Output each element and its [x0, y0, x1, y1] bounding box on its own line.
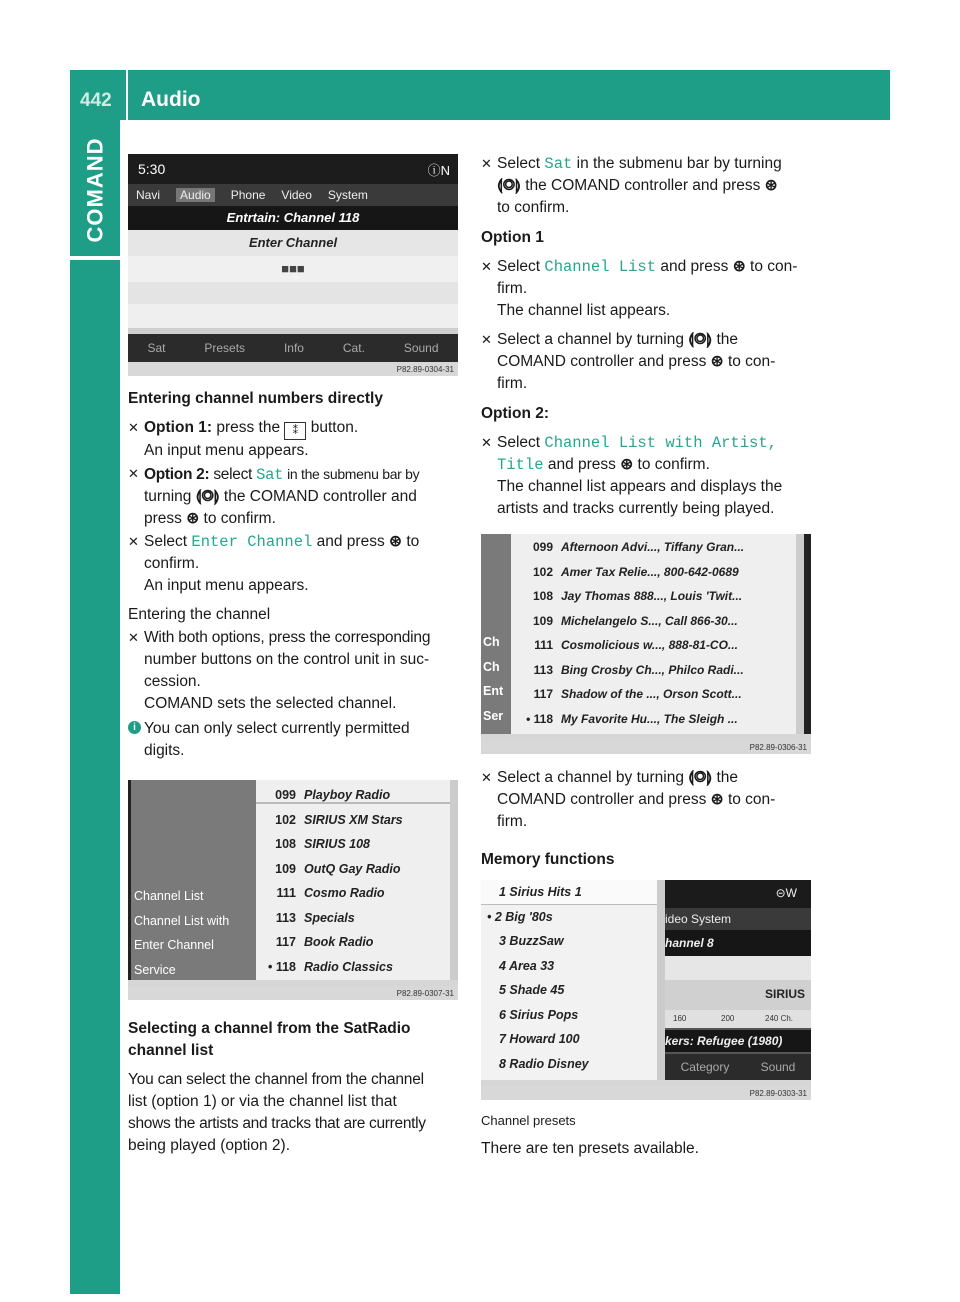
image-code: P82.89-0306-31	[749, 743, 807, 752]
main-menu-bar	[128, 184, 458, 206]
tick-label: 240 Ch.	[765, 1014, 794, 1023]
clock: 5:30	[138, 161, 166, 177]
menu-item[interactable]: System	[327, 188, 368, 202]
controller-press-icon: ⊛	[389, 533, 403, 550]
controller-turn-icon: ⟬◎⟭	[688, 331, 713, 348]
chapter-label: COMAND	[82, 137, 107, 243]
list-item[interactable]	[511, 560, 796, 585]
list-item[interactable]	[511, 584, 796, 609]
menu-item[interactable]: Video	[281, 188, 312, 202]
chapter-tab	[70, 120, 120, 1294]
sirius-logo: SIRIUS	[764, 987, 805, 1001]
menu-item[interactable]: Ser	[483, 708, 504, 723]
screenshot-enter-channel	[128, 154, 458, 376]
controller-press-icon: ⊛	[620, 456, 634, 473]
list-item[interactable]	[256, 881, 450, 906]
header-divider	[126, 70, 128, 120]
list-item[interactable]	[511, 707, 796, 732]
figure-caption: Channel presets	[481, 1113, 576, 1128]
tick-label: 160	[673, 1014, 687, 1023]
list-item[interactable]	[256, 906, 450, 931]
menu-item[interactable]: Service	[134, 962, 176, 977]
list-item[interactable]	[256, 930, 450, 955]
main-menu-bar[interactable]: ideo System	[665, 908, 811, 930]
list-item[interactable]: 4 Area 33	[499, 958, 555, 973]
compass-icon: ⓘN	[427, 163, 450, 178]
number-button-icon: ⁑	[284, 422, 306, 440]
menu-item[interactable]: Ch	[483, 659, 500, 674]
screen-title: Entrtain: Channel 118	[128, 206, 458, 230]
page-number: 442	[80, 90, 112, 111]
status-icon: ⊝W	[775, 886, 797, 900]
list-item[interactable]	[256, 832, 450, 857]
channel-name: Jay Thomas 888..., Louis 'Twit...	[561, 589, 743, 603]
tick-label: 200	[721, 1014, 735, 1023]
channel-number: 108	[532, 589, 553, 603]
channel-number: 109	[275, 861, 296, 876]
list-item[interactable]	[256, 857, 450, 882]
list-item[interactable]: 8 Radio Disney	[499, 1056, 589, 1071]
controller-turn-icon: ⟬◎⟭	[688, 769, 713, 786]
channel-name: Bing Crosby Ch..., Philco Radi...	[561, 662, 744, 677]
page-header	[70, 70, 890, 120]
list-item[interactable]	[256, 783, 450, 808]
left-column: Entering channel numbers directly ✕ Option 1: press the ⁑ button. An input menu appears. ✕ Option 2: select Sat in the submenu bar by turning ⟬◎⟭ the COMAND controller and press ⊛ to confirm. ✕ Select Enter Channel and press ⊛ to confirm. An input menu appears. Entering the channel ✕ With both options, press the corresponding number buttons on the control unit in suc- cession. COMAND sets the selected channel. i You can only select currently permitted digits.	[128, 388, 463, 762]
channel-name: Cosmo Radio	[304, 886, 385, 900]
submenu-presets[interactable]: Presets	[204, 341, 246, 355]
list-item[interactable]	[511, 633, 796, 658]
channel-number: 111	[534, 638, 553, 652]
channel-number: 117	[533, 687, 553, 701]
channel-number: 099	[275, 788, 296, 802]
list-item[interactable]: 1 Sirius Hits 1	[481, 880, 657, 905]
list-item[interactable]: 6 Sirius Pops	[499, 1007, 579, 1022]
controller-turn-icon: ⟬◎⟭	[195, 488, 220, 505]
right-column: ✕ Select Sat in the submenu bar by turning ⟬◎⟭ the COMAND controller and press ⊛ to confirm. Option 1 ✕ Select Channel List and press ⊛ to con- firm. The channel list appears. ✕ Select a channel by turning ⟬◎⟭ the COMAND controller and press ⊛ to con- firm. Option 2: ✕ Select Channel List with Artist, Title and press ⊛ to confirm. The channel list appears and displays the artists and tracks currently being played.	[481, 155, 798, 517]
scrollbar[interactable]	[450, 780, 458, 980]
controller-press-icon: ⊛	[186, 510, 200, 527]
scrollbar[interactable]	[796, 534, 804, 734]
channel-name: Radio Classics	[304, 959, 393, 974]
submenu-category[interactable]: Category	[680, 1060, 730, 1074]
list-item[interactable]: 7 Howard 100	[499, 1032, 580, 1046]
channel-number: 108	[275, 837, 296, 851]
channel-number: 102	[275, 812, 296, 827]
menu-item[interactable]: Ent	[483, 684, 504, 698]
controller-turn-icon: ⟬◎⟭	[497, 177, 521, 194]
menu-item[interactable]: Ch	[483, 635, 500, 649]
submenu-sound[interactable]: Sound	[760, 1060, 796, 1074]
channel-name: Playboy Radio	[304, 788, 391, 802]
submenu-info[interactable]: Info	[283, 341, 304, 355]
submenu-sound[interactable]: Sound	[403, 341, 439, 355]
channel-name: Amer Tax Relie..., 800-642-0689	[561, 564, 739, 579]
submenu-sat[interactable]: Sat	[147, 341, 166, 355]
channel-number: 109	[532, 613, 553, 628]
menu-item[interactable]: Phone	[230, 188, 266, 202]
heading-select-channel: Selecting a channel from the SatRadio	[128, 1020, 411, 1037]
channel-name: OutQ Gay Radio	[304, 861, 401, 876]
list-item[interactable]: 3 BuzzSaw	[499, 934, 564, 948]
channel-name: My Favorite Hu..., The Sleigh ...	[561, 711, 738, 726]
channel-name: Book Radio	[304, 935, 374, 949]
menu-item[interactable]: Channel List with	[134, 913, 230, 928]
channel-number: • 118	[526, 711, 553, 726]
preset-list	[481, 880, 657, 1080]
channel-name: Shadow of the ..., Orson Scott...	[561, 687, 742, 701]
list-item[interactable]	[511, 658, 796, 683]
now-playing: kers: Refugee (1980)	[665, 1030, 811, 1052]
section-title: Audio	[141, 88, 201, 111]
channel-name: Afternoon Advi..., Tiffany Gran...	[561, 540, 745, 554]
list-item[interactable]	[511, 609, 796, 634]
menu-item[interactable]: Channel List	[134, 889, 204, 903]
list-item[interactable]	[256, 808, 450, 833]
image-code: P82.89-0307-31	[396, 989, 454, 998]
channel-number: 111	[276, 886, 296, 900]
channel-number: 117	[275, 935, 296, 949]
scrollbar[interactable]	[657, 880, 665, 1080]
list-item[interactable]	[511, 535, 796, 560]
channel-number: 113	[275, 910, 296, 925]
channel-entry[interactable]: ■■■	[128, 256, 458, 282]
heading-memory: Memory functions	[481, 851, 615, 868]
menu-item[interactable]: Navi	[136, 188, 161, 202]
menu-item[interactable]: Enter Channel	[134, 938, 214, 952]
screenshot-channel-list	[128, 780, 458, 1000]
channel-list	[256, 780, 450, 980]
channel-name: SIRIUS XM Stars	[304, 812, 403, 827]
screenshot-presets	[481, 880, 811, 1100]
channel-number: 099	[532, 540, 553, 554]
submenu-title: Enter Channel	[128, 230, 458, 256]
channel-name: Specials	[304, 910, 355, 925]
list-item[interactable]: • 2 Big '80s	[487, 909, 553, 924]
submenu-cat[interactable]: Cat.	[342, 341, 365, 355]
heading-entering-numbers: Entering channel numbers directly	[128, 390, 383, 407]
artist-list	[511, 534, 796, 734]
channel-name: Cosmolicious w..., 888-81-CO...	[561, 638, 738, 652]
info-icon: i	[128, 721, 141, 734]
screenshot-artist-list	[481, 534, 811, 754]
image-code: P82.89-0304-31	[396, 365, 454, 374]
channel-name: Michelangelo S..., Call 866-30...	[561, 613, 738, 628]
menu-item[interactable]: Audio	[176, 188, 215, 202]
screen-title: hannel 8	[665, 930, 811, 956]
controller-press-icon: ⊛	[732, 258, 746, 275]
list-item[interactable]	[511, 682, 796, 707]
channel-number: 102	[532, 564, 553, 579]
controller-press-icon: ⊛	[710, 791, 724, 808]
submenu-bar	[128, 334, 458, 362]
list-item[interactable]	[256, 955, 450, 980]
controller-press-icon: ⊛	[764, 177, 778, 194]
list-item[interactable]: 5 Shade 45	[499, 983, 565, 997]
channel-name: SIRIUS 108	[304, 837, 371, 851]
channel-number: • 118	[267, 959, 296, 974]
channel-number: 113	[533, 662, 553, 677]
image-code: P82.89-0303-31	[749, 1089, 807, 1098]
controller-press-icon: ⊛	[710, 353, 724, 370]
